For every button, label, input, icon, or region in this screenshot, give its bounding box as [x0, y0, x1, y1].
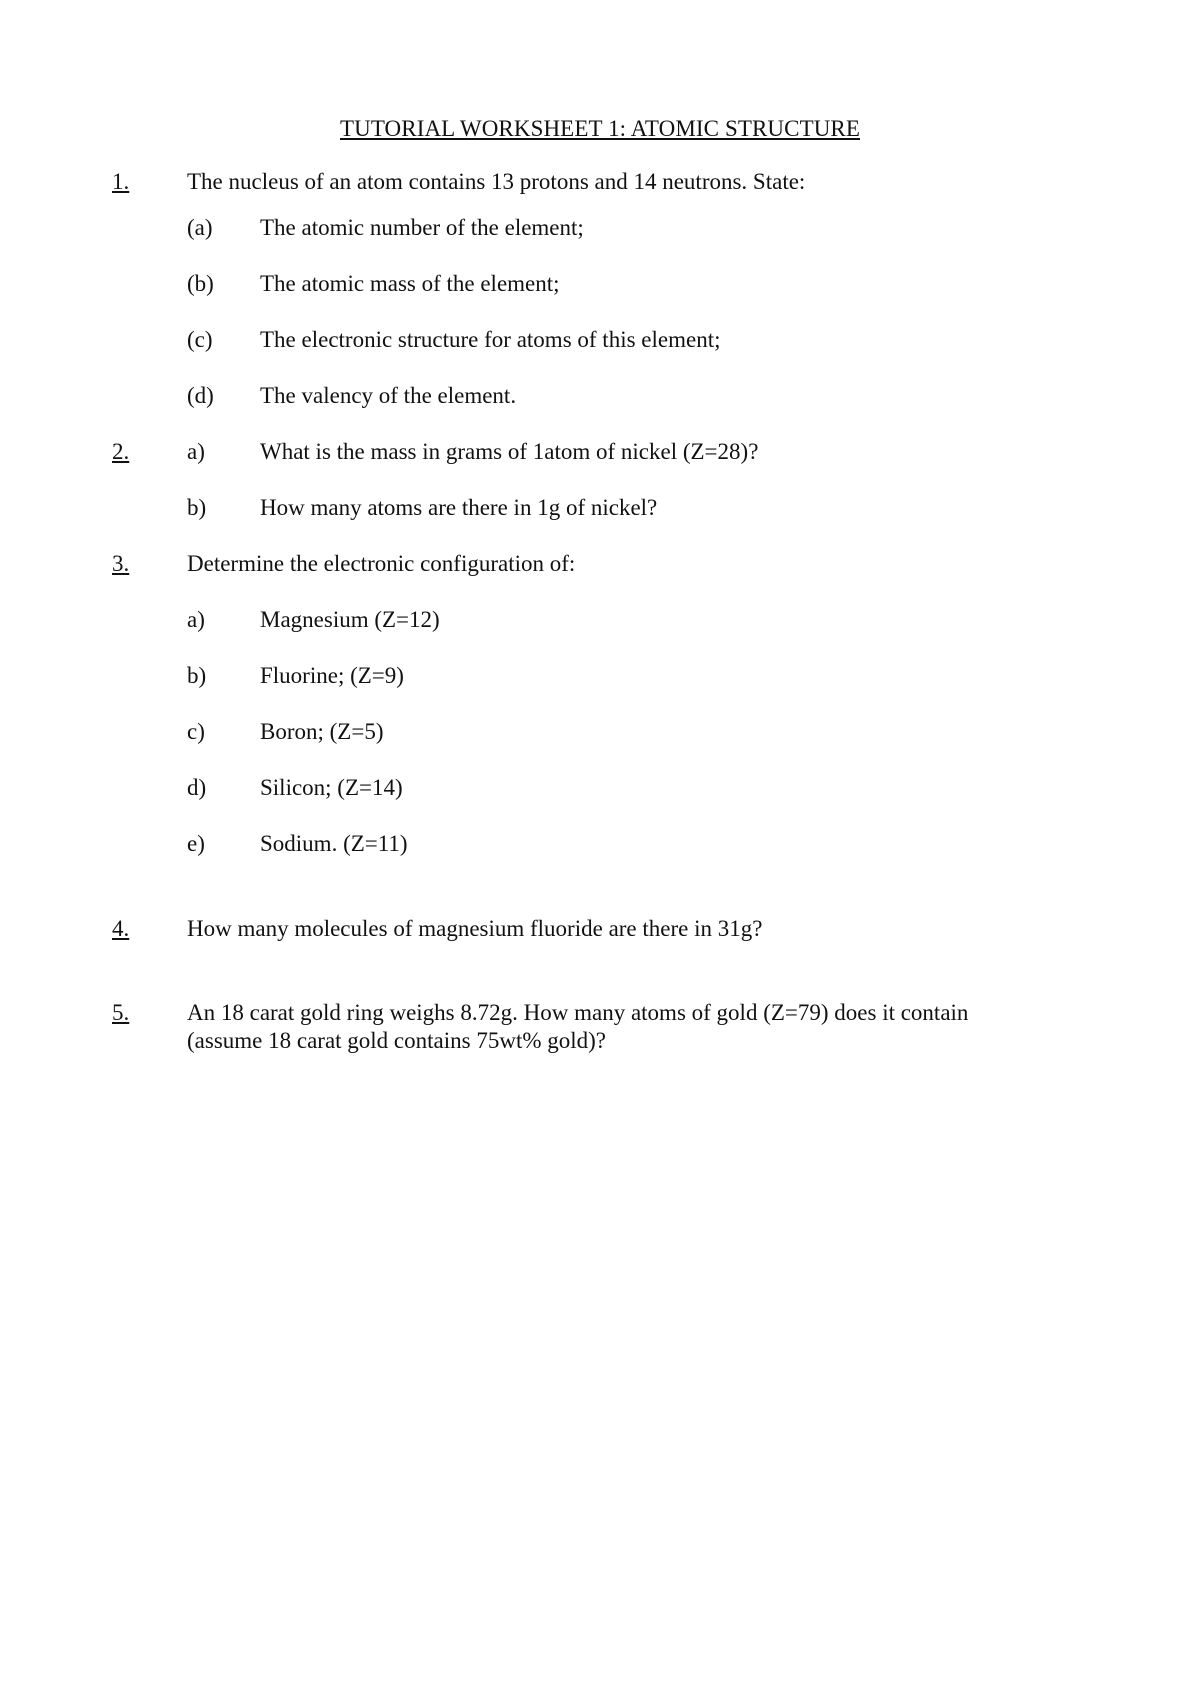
page-title: TUTORIAL WORKSHEET 1: ATOMIC STRUCTURE	[339, 116, 861, 141]
question-2-part-b	[0, 494, 1200, 522]
question-1-part-b	[0, 270, 1200, 298]
question-number: 5.	[112, 1000, 130, 1025]
question-text: How many molecules of magnesium fluoride are there in 31g?	[187, 916, 763, 941]
question-3-part-e	[0, 830, 1200, 858]
question-number: 1.	[112, 169, 130, 194]
part-text: Silicon; (Z=14)	[260, 775, 403, 800]
question-1-part-c	[0, 326, 1200, 354]
question-4	[0, 915, 1200, 943]
part-label: (a)	[187, 215, 213, 240]
part-text: Boron; (Z=5)	[260, 719, 384, 744]
part-text: Sodium. (Z=11)	[260, 831, 408, 856]
part-label: b)	[187, 495, 207, 520]
part-label: a)	[187, 607, 205, 632]
question-3-part-d	[0, 774, 1200, 802]
part-text: How many atoms are there in 1g of nickel?	[260, 495, 658, 520]
question-1-part-a	[0, 214, 1200, 242]
part-text: Fluorine; (Z=9)	[260, 663, 404, 688]
part-text: The atomic mass of the element;	[260, 271, 560, 296]
part-label: e)	[187, 831, 205, 856]
question-5	[0, 999, 1200, 1027]
question-text-line-1: An 18 carat gold ring weighs 8.72g. How many atoms of gold (Z=79) does it contain	[187, 1000, 969, 1025]
part-label: (d)	[187, 383, 214, 408]
part-text: The atomic number of the element;	[260, 215, 584, 240]
question-3-part-b	[0, 662, 1200, 690]
part-label: c)	[187, 719, 205, 744]
question-2-part-a	[0, 438, 1200, 466]
part-label: b)	[187, 663, 207, 688]
part-text: What is the mass in grams of 1atom of nickel (Z=28)?	[260, 439, 759, 464]
question-5-continued	[0, 1027, 1200, 1055]
question-number: 3.	[112, 551, 130, 576]
question-number: 2.	[112, 439, 130, 464]
part-text: The valency of the element.	[260, 383, 517, 408]
part-label: (c)	[187, 327, 213, 352]
question-1-part-d	[0, 382, 1200, 410]
part-label: a)	[187, 439, 205, 464]
part-text: Magnesium (Z=12)	[260, 607, 440, 632]
part-label: d)	[187, 775, 207, 800]
question-3	[0, 550, 1200, 578]
question-text: Determine the electronic configuration of:	[187, 551, 576, 576]
part-label: (b)	[187, 271, 214, 296]
question-text: The nucleus of an atom contains 13 protons and 14 neutrons. State:	[187, 169, 806, 194]
part-text: The electronic structure for atoms of this element;	[260, 327, 721, 352]
question-text-line-2: (assume 18 carat gold contains 75wt% gold)?	[187, 1028, 606, 1053]
question-number: 4.	[112, 916, 130, 941]
question-3-part-c	[0, 718, 1200, 746]
question-3-part-a	[0, 606, 1200, 634]
question-1	[0, 168, 1200, 196]
